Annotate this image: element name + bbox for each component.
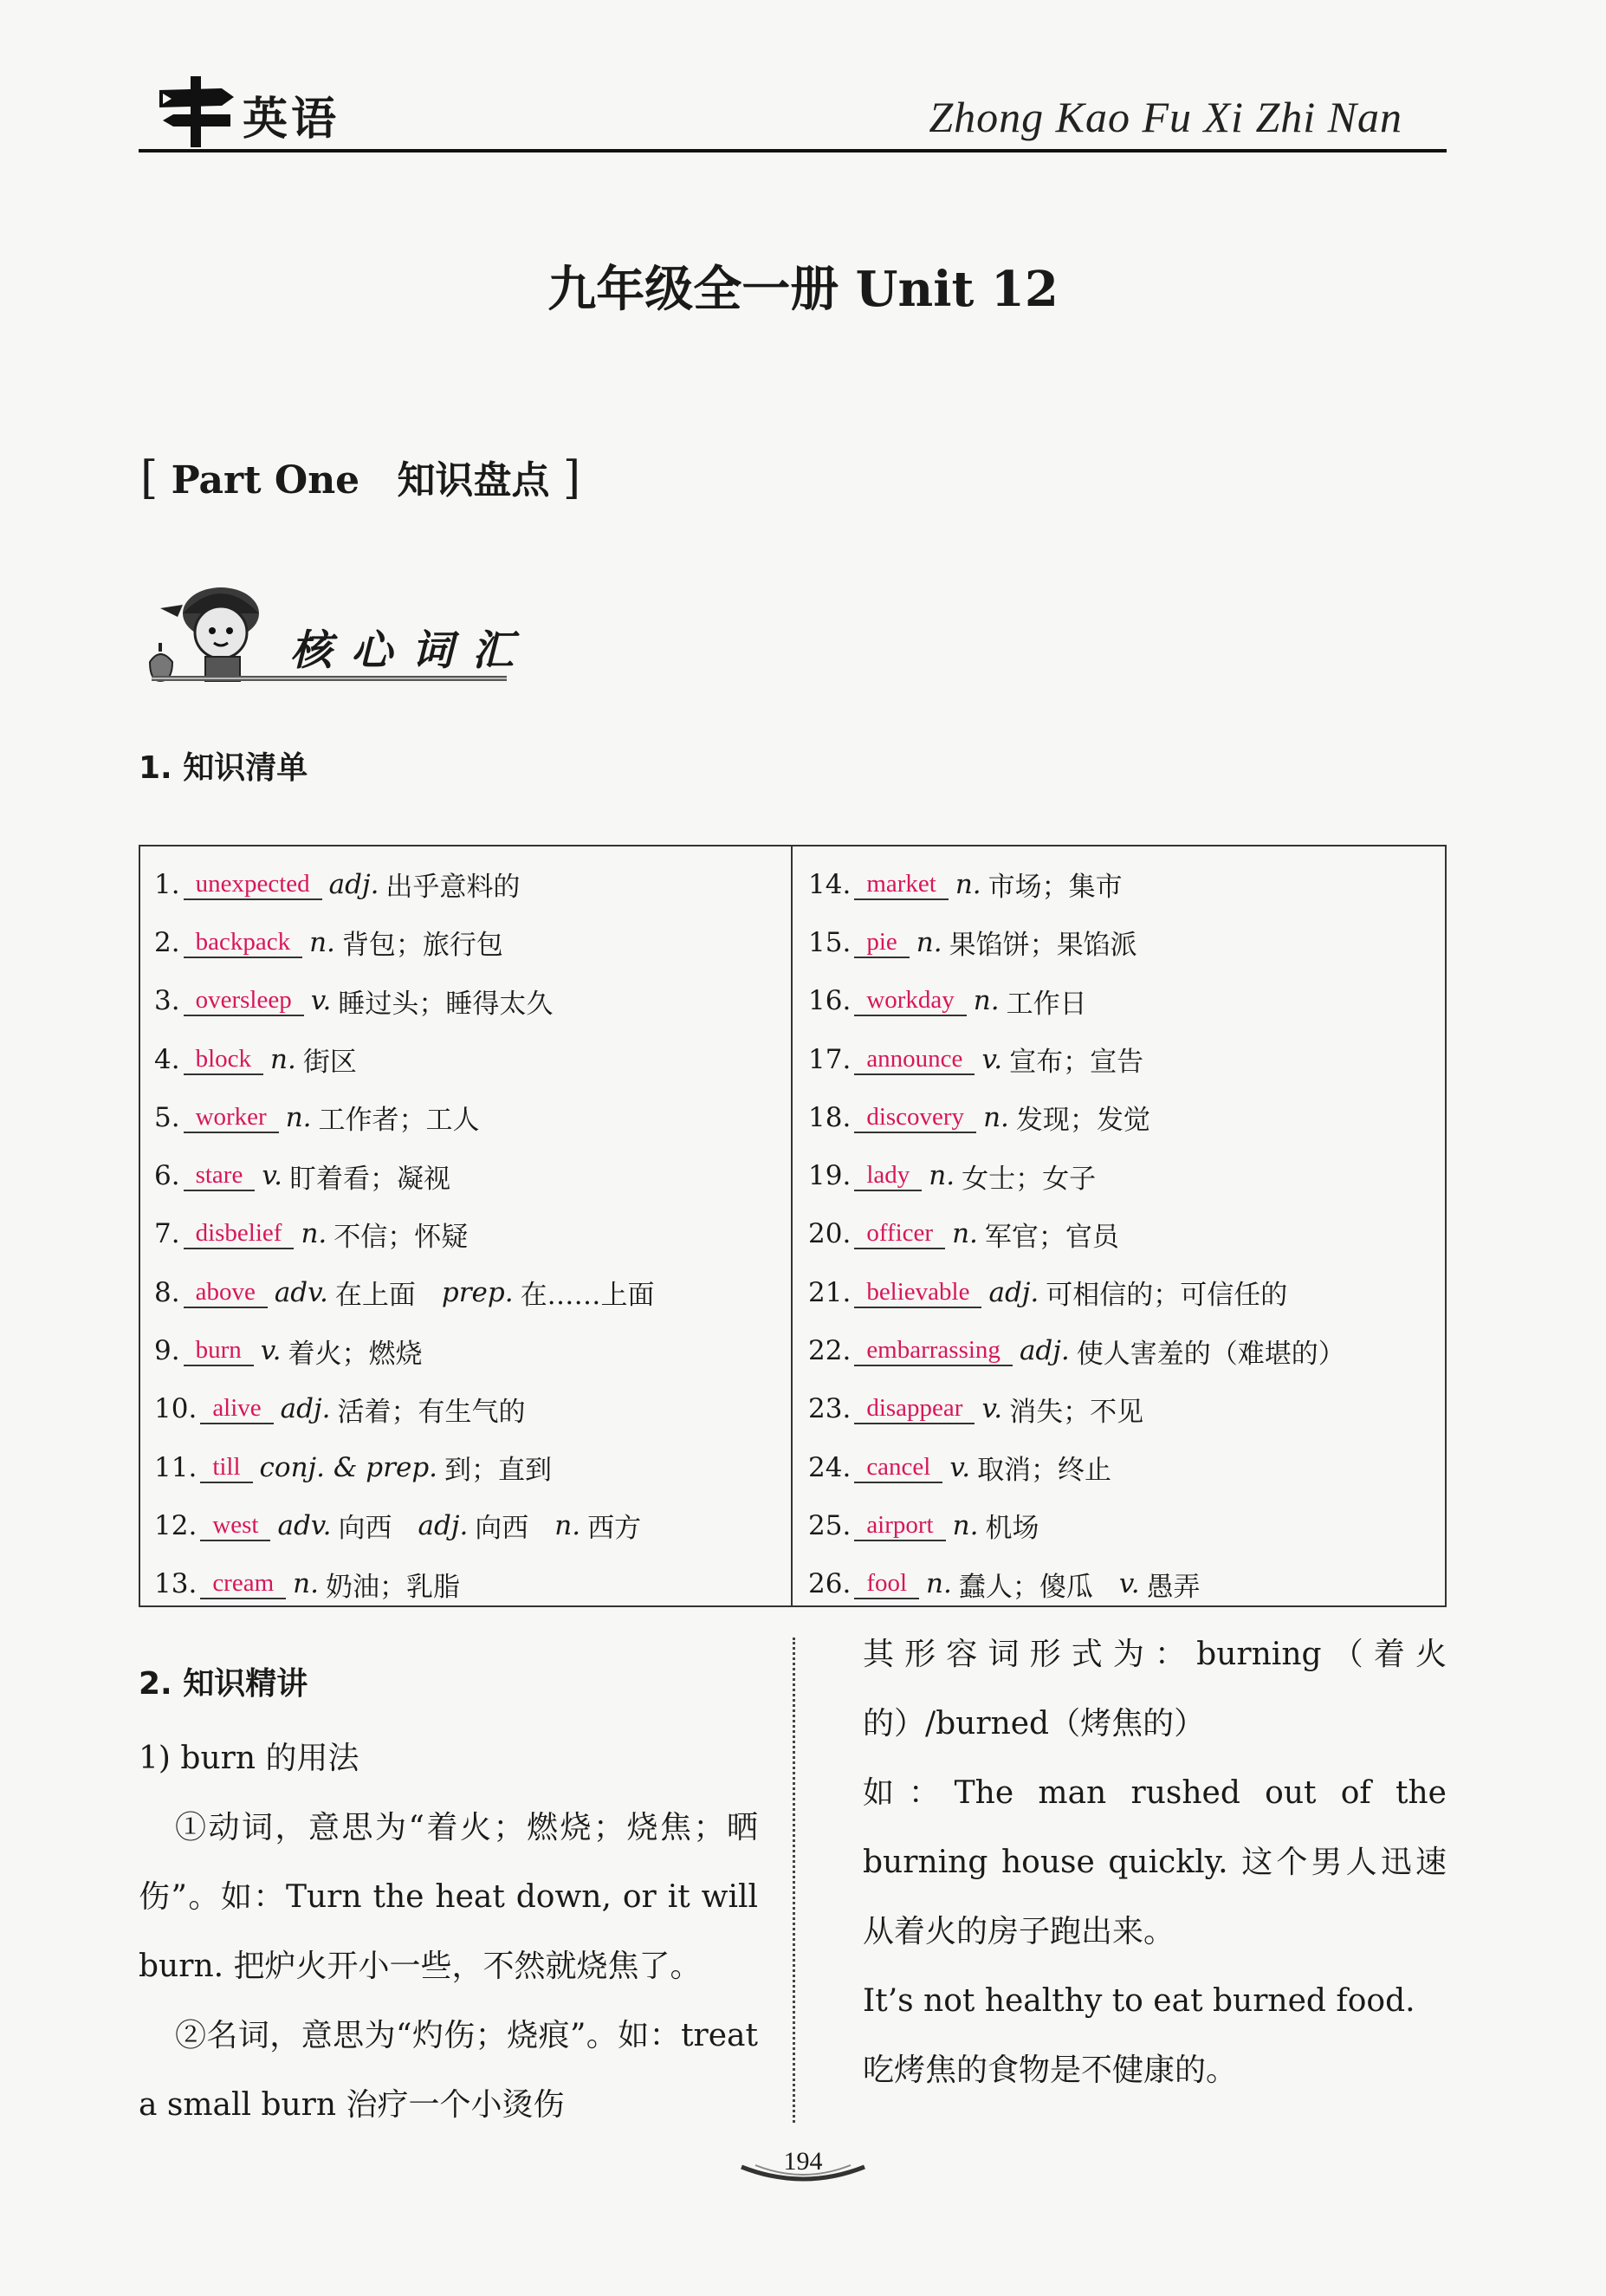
explanation-left-column	[139, 1724, 758, 2140]
vocab-meaning: 女士；女子	[962, 1163, 1097, 1195]
part-name: 知识盘点	[397, 458, 550, 503]
vocab-number: 21.	[808, 1276, 852, 1308]
vocab-answer: block	[184, 1044, 263, 1075]
vocab-answer: above	[184, 1277, 268, 1308]
section-title-knowledge-list: 1. 知识清单	[139, 750, 308, 786]
part-of-speech: v.	[262, 1160, 283, 1192]
part-of-speech: n.	[301, 1218, 327, 1250]
part-of-speech: n.	[952, 1218, 978, 1250]
part-of-speech: adj.	[418, 1509, 469, 1541]
vocab-row	[808, 855, 1445, 913]
example-sentence-1: 如：The man rushed out of the burning house quickly. 这个男人迅速从着火的房子跑出来。	[863, 1775, 1447, 1949]
part-of-speech: adj.	[988, 1276, 1039, 1308]
vocab-answer: fool	[854, 1568, 919, 1599]
vocab-meaning: 在上面	[334, 1280, 416, 1312]
vocab-row	[154, 913, 791, 971]
vocab-row	[808, 1438, 1445, 1496]
vocab-meaning: 使人害羞的（难堪的）	[1076, 1338, 1345, 1370]
vocab-row	[808, 913, 1445, 971]
vocab-number: 13.	[154, 1568, 198, 1600]
vocab-row	[154, 1380, 791, 1438]
vocab-row	[808, 1380, 1445, 1438]
burn-noun-paragraph: ②名词，意思为“灼伤；烧痕”。如：treat a small burn 治疗一个小烫伤	[139, 2018, 758, 2123]
part-of-speech: n.	[952, 1509, 979, 1541]
vocab-answer: cancel	[854, 1452, 942, 1483]
vocab-answer: discovery	[854, 1102, 976, 1133]
part-of-speech: v.	[260, 1335, 282, 1367]
part-of-speech: n.	[554, 1509, 581, 1541]
vocab-number: 6.	[154, 1160, 180, 1192]
vocab-meaning: 着火；燃烧	[288, 1338, 423, 1370]
vocab-meaning: 果馅饼；果馅派	[949, 930, 1137, 962]
vocab-number: 18.	[808, 1101, 852, 1133]
vocab-meaning: 背包；旅行包	[341, 930, 503, 962]
vocab-meaning: 出乎意料的	[385, 872, 521, 904]
vocab-number: 1.	[154, 868, 180, 900]
vocab-row	[808, 1205, 1445, 1263]
vocab-answer: pie	[854, 927, 909, 958]
badge-underline	[152, 674, 507, 683]
part-label: Part One	[171, 458, 360, 503]
part-of-speech: adj.	[280, 1393, 331, 1425]
part-of-speech: n.	[270, 1043, 296, 1075]
bracket-open: [	[140, 452, 159, 504]
vocab-row	[154, 1088, 791, 1146]
part-of-speech: prep.	[441, 1276, 514, 1308]
vocab-answer: till	[200, 1452, 252, 1483]
bracket-close: ]	[562, 452, 581, 504]
part-of-speech: n.	[309, 926, 335, 958]
page-number: 194	[783, 2147, 823, 2176]
part-of-speech: n.	[293, 1568, 319, 1600]
vocab-row	[154, 1146, 791, 1204]
core-vocab-badge-text: 核心词汇	[290, 626, 534, 675]
part-of-speech: adv.	[274, 1276, 328, 1308]
vocab-meaning: 可相信的；可信任的	[1046, 1280, 1288, 1312]
vocab-number: 7.	[154, 1218, 180, 1250]
vocab-meaning: 发现；发觉	[1015, 1105, 1150, 1137]
vocab-meaning: 愚弄	[1146, 1571, 1201, 1603]
vocab-number: 12.	[154, 1509, 198, 1541]
vocab-row	[154, 1496, 791, 1554]
vocab-row	[808, 1321, 1445, 1379]
vocab-meaning: 向西	[338, 1513, 392, 1545]
vocab-answer: alive	[200, 1393, 273, 1424]
vocab-answer: workday	[854, 985, 966, 1016]
vocab-meaning: 奶油；乳脂	[325, 1571, 460, 1603]
vocab-meaning: 蠢人；傻瓜	[958, 1571, 1093, 1603]
vocab-answer: believable	[854, 1277, 981, 1308]
vocab-number: 15.	[808, 926, 852, 958]
vocab-number: 17.	[808, 1043, 852, 1075]
vocab-column-left	[140, 846, 793, 1605]
vocab-table	[139, 845, 1447, 1607]
example-translation-2: 吃烤焦的食物是不健康的。	[863, 2053, 1238, 2088]
vocab-answer: cream	[200, 1568, 286, 1599]
burn-verb-paragraph: ①动词，意思为“着火；燃烧；烧焦；晒伤”。如：Turn the heat down, or it will burn. 把炉火开小一些，不然就烧焦了。	[139, 1810, 758, 1984]
vocab-answer: officer	[854, 1218, 945, 1249]
vocab-answer: backpack	[184, 927, 303, 958]
vocab-row	[808, 1496, 1445, 1554]
vocab-row	[154, 1555, 791, 1613]
vocab-number: 24.	[808, 1451, 852, 1483]
part-of-speech: v.	[949, 1451, 971, 1483]
page-title: 九年级全一册 Unit 12	[547, 261, 1059, 318]
vocab-answer: airport	[854, 1510, 945, 1541]
vocab-number: 3.	[154, 985, 180, 1017]
vocab-meaning: 市场；集市	[988, 872, 1123, 904]
part-of-speech: n.	[916, 926, 942, 958]
vocab-number: 9.	[154, 1335, 180, 1367]
vocab-row	[808, 972, 1445, 1030]
vocab-meaning: 盯着看；凝视	[289, 1163, 451, 1195]
vocab-row	[808, 1146, 1445, 1204]
vocab-row	[154, 1205, 791, 1263]
part-of-speech: adj.	[1019, 1335, 1070, 1367]
adjective-form-paragraph: 其形容词形式为：burning（着火的）/burned（烤焦的）	[863, 1637, 1447, 1741]
vocab-answer: burn	[184, 1335, 254, 1366]
vocab-row	[154, 855, 791, 913]
vocab-answer: lady	[854, 1160, 922, 1191]
vocab-number: 4.	[154, 1043, 180, 1075]
vocab-meaning: 机场	[985, 1513, 1039, 1545]
vocab-number: 20.	[808, 1218, 852, 1250]
vocab-row	[154, 1030, 791, 1088]
vocab-meaning: 在……上面	[520, 1280, 655, 1312]
vocab-answer: disappear	[854, 1393, 975, 1424]
vocab-meaning: 活着；有生气的	[337, 1396, 526, 1428]
vocab-meaning: 睡过头；睡得太久	[338, 988, 554, 1020]
vocab-row	[808, 1088, 1445, 1146]
vocab-answer: stare	[184, 1160, 256, 1191]
part-of-speech: v.	[310, 985, 332, 1017]
vocab-column-right	[793, 846, 1445, 1605]
vocab-meaning: 工作日	[1006, 988, 1087, 1020]
vocab-row	[154, 972, 791, 1030]
vocab-row	[154, 1438, 791, 1496]
vocab-number: 2.	[154, 926, 180, 958]
explanation-right-column	[863, 1620, 1447, 2105]
column-divider	[793, 1638, 795, 2123]
vocab-row	[154, 1321, 791, 1379]
vocab-number: 26.	[808, 1568, 852, 1600]
vocab-meaning: 向西	[475, 1513, 529, 1545]
part-of-speech: adv.	[277, 1509, 332, 1541]
part-of-speech: n.	[929, 1160, 955, 1192]
vocab-number: 22.	[808, 1335, 852, 1367]
vocab-meaning: 不信；怀疑	[334, 1221, 469, 1253]
part-of-speech: n.	[983, 1101, 1009, 1133]
header-rule	[139, 149, 1447, 152]
burn-usage-subheading: 1) burn 的用法	[139, 1741, 359, 1776]
vocab-meaning: 西方	[587, 1513, 642, 1545]
vocab-answer: market	[854, 869, 949, 900]
vocab-number: 16.	[808, 985, 852, 1017]
part-heading	[140, 449, 580, 504]
vocab-answer: worker	[184, 1102, 279, 1133]
vocab-number: 25.	[808, 1509, 852, 1541]
vocab-number: 19.	[808, 1160, 852, 1192]
subject-label: 英语	[243, 93, 340, 146]
vocab-number: 23.	[808, 1393, 852, 1425]
vocab-answer: oversleep	[184, 985, 304, 1016]
series-title: Zhong Kao Fu Xi Zhi Nan	[929, 93, 1402, 141]
vocab-row	[808, 1263, 1445, 1321]
vocab-answer: west	[200, 1510, 270, 1541]
vocab-number: 14.	[808, 868, 852, 900]
vocab-row	[808, 1555, 1445, 1613]
vocab-number: 5.	[154, 1101, 180, 1133]
part-of-speech: n.	[926, 1568, 952, 1600]
vocab-meaning: 军官；官员	[984, 1221, 1119, 1253]
vocab-answer: embarrassing	[854, 1335, 1013, 1366]
part-of-speech: adj.	[328, 868, 379, 900]
part-of-speech: n.	[955, 868, 981, 900]
part-of-speech: v.	[981, 1393, 1003, 1425]
cartoon-boy-icon	[143, 579, 290, 687]
vocab-answer: disbelief	[184, 1218, 295, 1249]
vocab-row	[808, 1030, 1445, 1088]
vocab-row	[154, 1263, 791, 1321]
part-of-speech: n.	[973, 985, 1000, 1017]
vocab-meaning: 宣布；宣告	[1009, 1047, 1144, 1079]
vocab-number: 10.	[154, 1393, 198, 1425]
page-number-ornament	[738, 2162, 868, 2184]
vocab-meaning: 到；直到	[444, 1455, 553, 1487]
vocab-meaning: 街区	[302, 1047, 357, 1079]
vocab-meaning: 取消；终止	[977, 1455, 1112, 1487]
part-of-speech: v.	[981, 1043, 1003, 1075]
vocab-answer: unexpected	[184, 869, 322, 900]
part-of-speech: conj. & prep.	[259, 1451, 438, 1483]
vocab-meaning: 工作者；工人	[318, 1105, 480, 1137]
part-of-speech: v.	[1118, 1568, 1140, 1600]
signpost-logo-icon	[154, 71, 241, 149]
example-sentence-2: It’s not healthy to eat burned food.	[863, 1983, 1415, 2019]
vocab-number: 8.	[154, 1276, 180, 1308]
section-title-explanation: 2. 知识精讲	[139, 1666, 308, 1702]
vocab-meaning: 消失；不见	[1009, 1396, 1144, 1428]
vocab-answer: announce	[854, 1044, 975, 1075]
part-of-speech: n.	[285, 1101, 312, 1133]
vocab-number: 11.	[154, 1451, 198, 1483]
